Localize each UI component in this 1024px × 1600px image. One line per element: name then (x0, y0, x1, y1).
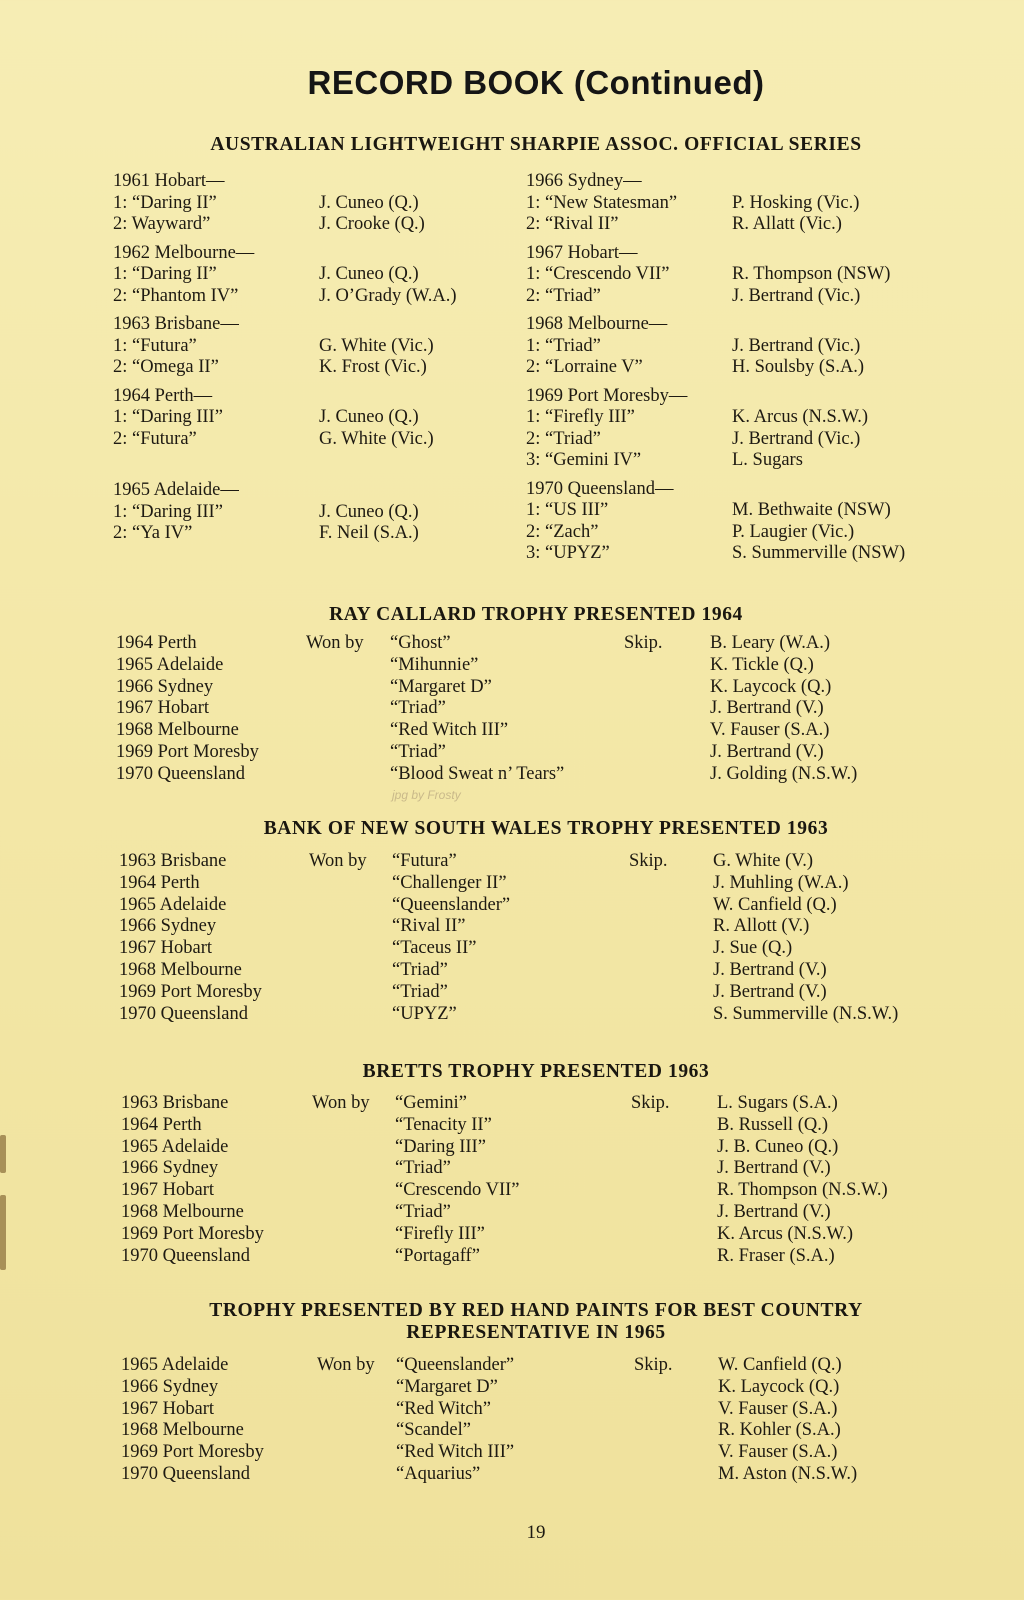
trophy-yacht: “Aquarius” (396, 1463, 481, 1484)
trophy-yacht: “Portagaff” (395, 1245, 480, 1266)
trophy-venue: 1966 Sydney (119, 916, 217, 937)
series-place-yacht: 1: “Firefly III” (526, 407, 635, 427)
series-place-skipper: J. Bertrand (Vic.) (732, 428, 861, 449)
series-event-title: 1961 Hobart— (113, 171, 225, 191)
trophy-venue: 1966 Sydney (121, 1158, 219, 1179)
trophy-skipper: J. Bertrand (V.) (713, 959, 827, 980)
trophy-venue: 1965 Adelaide (116, 654, 224, 675)
series-place-yacht: 2: “Lorraine V” (526, 357, 643, 377)
skip-label: Skip. (634, 1355, 673, 1375)
trophy-venue: 1970 Queensland (121, 1463, 250, 1484)
series-event-title: 1962 Melbourne— (113, 242, 255, 263)
trophy-yacht: “Triad” (392, 959, 448, 980)
trophy-venue: 1970 Queensland (119, 1003, 248, 1024)
page-number: 19 (526, 1522, 546, 1543)
won-by-label: Won by (312, 1093, 370, 1113)
trophy-yacht: “Futura” (392, 851, 457, 871)
trophy-yacht: “Red Witch III” (396, 1442, 515, 1463)
won-by-label: Won by (309, 851, 367, 871)
trophy-yacht: “Queenslander” (396, 1355, 515, 1375)
series-place-yacht: 2: “Rival II” (526, 214, 619, 234)
trophy-skipper: J. Sue (Q.) (713, 938, 793, 959)
series-event-title: 1966 Sydney— (526, 171, 642, 191)
trophy-skipper: K. Laycock (Q.) (710, 676, 832, 697)
series-place-skipper: L. Sugars (732, 450, 803, 470)
page-title: RECORD BOOK (Continued) (307, 64, 765, 101)
series-place-yacht: 3: “UPYZ” (526, 543, 610, 563)
series-place-skipper: J. Cuneo (Q.) (319, 264, 419, 284)
series-place-yacht: 1: “Daring III” (113, 407, 223, 427)
series-place-yacht: 1: “New Statesman” (526, 192, 678, 213)
series-place-yacht: 2: “Zach” (526, 521, 599, 542)
trophy-yacht: “Mihunnie” (390, 654, 479, 675)
trophy-yacht: “Triad” (392, 981, 448, 1002)
trophy-skipper: V. Fauser (S.A.) (718, 1398, 838, 1419)
series-place-skipper: P. Hosking (Vic.) (732, 192, 860, 213)
trophy-yacht: “Queenslander” (392, 894, 511, 915)
page-edge-stain (0, 1195, 6, 1270)
red-hand-trophy-heading-line2: REPRESENTATIVE IN 1965 (406, 1322, 666, 1343)
series-event-title: 1970 Queensland— (526, 478, 674, 499)
trophy-yacht: “Taceus II” (392, 938, 477, 959)
trophy-yacht: “Triad” (390, 698, 446, 719)
ray-callard-trophy-heading: RAY CALLARD TROPHY PRESENTED 1964 (329, 604, 743, 625)
series-place-skipper: G. White (Vic.) (319, 428, 434, 449)
trophy-yacht: “Firefly III” (395, 1223, 485, 1244)
bank-nsw-trophy-heading: BANK OF NEW SOUTH WALES TROPHY PRESENTED 1963 (263, 818, 829, 839)
trophy-skipper: V. Fauser (S.A.) (710, 720, 830, 741)
series-place-skipper: F. Neil (S.A.) (319, 523, 419, 543)
series-place-skipper: J. O’Grady (W.A.) (319, 285, 457, 306)
trophy-venue: 1965 Adelaide (121, 1136, 229, 1157)
trophy-venue: 1967 Hobart (116, 698, 209, 719)
trophy-skipper: J. Muhling (W.A.) (713, 872, 849, 893)
series-place-yacht: 2: “Triad” (526, 428, 601, 449)
series-place-skipper: R. Thompson (NSW) (732, 264, 891, 284)
bretts-trophy-heading: BRETTS TROPHY PRESENTED 1963 (362, 1061, 710, 1082)
series-place-yacht: 2: “Phantom IV” (113, 285, 239, 306)
trophy-yacht: “Margaret D” (390, 676, 492, 697)
trophy-skipper: M. Aston (N.S.W.) (718, 1463, 858, 1484)
trophy-skipper: V. Fauser (S.A.) (718, 1442, 838, 1463)
series-place-skipper: G. White (Vic.) (319, 335, 434, 356)
trophy-yacht: “Triad” (390, 741, 446, 762)
series-place-skipper: K. Arcus (N.S.W.) (732, 407, 869, 427)
series-place-skipper: H. Soulsby (S.A.) (732, 357, 865, 377)
trophy-venue: 1966 Sydney (121, 1376, 219, 1397)
trophy-venue: 1968 Melbourne (116, 720, 239, 741)
trophy-venue: 1969 Port Moresby (119, 981, 262, 1002)
trophy-yacht: “Daring III” (395, 1136, 486, 1157)
trophy-yacht: “Triad” (395, 1201, 451, 1222)
series-place-yacht: 2: “Ya IV” (113, 523, 193, 543)
trophy-skipper: R. Thompson (N.S.W.) (717, 1180, 888, 1201)
skip-label: Skip. (629, 851, 668, 871)
series-event-title: 1969 Port Moresby— (526, 385, 688, 406)
trophy-venue: 1968 Melbourne (121, 1201, 244, 1222)
trophy-venue: 1964 Perth (116, 633, 197, 653)
trophy-skipper: B. Leary (W.A.) (710, 633, 831, 653)
trophy-venue: 1965 Adelaide (119, 894, 227, 915)
trophy-venue: 1964 Perth (119, 872, 200, 893)
trophy-skipper: K. Laycock (Q.) (718, 1376, 840, 1397)
trophy-skipper: G. White (V.) (713, 851, 814, 871)
won-by-label: Won by (317, 1355, 375, 1375)
trophy-skipper: J. Bertrand (V.) (710, 741, 824, 762)
trophy-yacht: “Blood Sweat n’ Tears” (390, 763, 565, 784)
trophy-yacht: “Triad” (395, 1158, 451, 1179)
trophy-venue: 1967 Hobart (121, 1398, 214, 1419)
series-place-skipper: J. Cuneo (Q.) (319, 407, 419, 427)
trophy-skipper: W. Canfield (Q.) (713, 894, 837, 915)
series-place-skipper: J. Cuneo (Q.) (319, 501, 419, 522)
trophy-venue: 1970 Queensland (116, 763, 245, 784)
series-place-yacht: 2: “Futura” (113, 428, 197, 449)
series-heading: AUSTRALIAN LIGHTWEIGHT SHARPIE ASSOC. OFFICIAL SERIES (210, 134, 862, 155)
series-place-skipper: J. Bertrand (Vic.) (732, 285, 861, 306)
series-place-skipper: S. Summerville (NSW) (732, 543, 906, 563)
trophy-yacht: “Ghost” (390, 633, 451, 653)
series-place-skipper: J. Crooke (Q.) (319, 214, 425, 234)
series-place-yacht: 1: “Crescendo VII” (526, 264, 670, 284)
trophy-skipper: K. Arcus (N.S.W.) (717, 1223, 854, 1244)
trophy-skipper: R. Kohler (S.A.) (718, 1420, 841, 1441)
series-event-title: 1965 Adelaide— (113, 480, 239, 500)
series-place-yacht: 3: “Gemini IV” (526, 450, 642, 470)
trophy-skipper: J. B. Cuneo (Q.) (717, 1136, 839, 1157)
trophy-skipper: J. Golding (N.S.W.) (710, 763, 858, 784)
trophy-skipper: L. Sugars (S.A.) (717, 1093, 838, 1113)
series-place-skipper: R. Allatt (Vic.) (732, 214, 842, 234)
trophy-venue: 1968 Melbourne (121, 1420, 244, 1441)
series-event-title: 1964 Perth— (113, 385, 213, 406)
series-place-yacht: 1: “Daring II” (113, 192, 217, 213)
trophy-venue: 1968 Melbourne (119, 959, 242, 980)
series-place-skipper: J. Cuneo (Q.) (319, 192, 419, 213)
trophy-venue: 1963 Brisbane (121, 1093, 229, 1113)
trophy-yacht: “Gemini” (395, 1093, 467, 1113)
series-place-skipper: P. Laugier (Vic.) (732, 521, 855, 542)
trophy-venue: 1963 Brisbane (119, 851, 227, 871)
page-edge-stain (0, 1135, 6, 1173)
trophy-venue: 1964 Perth (121, 1114, 202, 1135)
series-event-title: 1963 Brisbane— (113, 314, 239, 334)
trophy-yacht: “Red Witch” (396, 1398, 491, 1419)
skip-label: Skip. (631, 1093, 670, 1113)
series-place-skipper: J. Bertrand (Vic.) (732, 335, 861, 356)
trophy-venue: 1965 Adelaide (121, 1355, 229, 1375)
trophy-yacht: “Margaret D” (396, 1376, 498, 1397)
series-place-yacht: 1: “Triad” (526, 335, 601, 356)
trophy-venue: 1969 Port Moresby (121, 1223, 264, 1244)
series-place-skipper: M. Bethwaite (NSW) (732, 500, 891, 520)
trophy-venue: 1970 Queensland (121, 1245, 250, 1266)
trophy-skipper: W. Canfield (Q.) (718, 1355, 842, 1375)
series-place-yacht: 2: “Triad” (526, 285, 601, 306)
skip-label: Skip. (624, 633, 663, 653)
watermark: jpg by Frosty (392, 788, 461, 802)
trophy-venue: 1969 Port Moresby (121, 1442, 264, 1463)
trophy-skipper: K. Tickle (Q.) (710, 654, 814, 675)
series-place-yacht: 1: “US III” (526, 500, 609, 520)
series-place-yacht: 1: “Daring III” (113, 501, 223, 522)
trophy-skipper: J. Bertrand (V.) (717, 1201, 831, 1222)
trophy-skipper: J. Bertrand (V.) (710, 698, 824, 719)
trophy-yacht: “UPYZ” (392, 1003, 457, 1024)
series-place-yacht: 2: Wayward” (113, 214, 211, 234)
trophy-skipper: R. Allott (V.) (713, 916, 810, 937)
trophy-skipper: J. Bertrand (V.) (713, 981, 827, 1002)
trophy-yacht: “Red Witch III” (390, 720, 509, 741)
trophy-skipper: B. Russell (Q.) (717, 1114, 828, 1135)
series-place-yacht: 2: “Omega II” (113, 357, 219, 377)
trophy-venue: 1967 Hobart (121, 1180, 214, 1201)
series-place-skipper: K. Frost (Vic.) (319, 357, 427, 377)
trophy-skipper: J. Bertrand (V.) (717, 1158, 831, 1179)
trophy-venue: 1967 Hobart (119, 938, 212, 959)
trophy-venue: 1966 Sydney (116, 676, 214, 697)
series-place-yacht: 1: “Daring II” (113, 264, 217, 284)
trophy-skipper: S. Summerville (N.S.W.) (713, 1003, 899, 1024)
series-event-title: 1967 Hobart— (526, 242, 638, 263)
red-hand-trophy-heading: TROPHY PRESENTED BY RED HAND PAINTS FOR BEST COUNTRY (209, 1300, 863, 1321)
trophy-yacht: “Rival II” (392, 916, 466, 937)
trophy-yacht: “Tenacity II” (395, 1114, 492, 1135)
trophy-yacht: “Scandel” (396, 1420, 471, 1441)
series-place-yacht: 1: “Futura” (113, 335, 197, 356)
won-by-label: Won by (306, 633, 364, 653)
trophy-yacht: “Challenger II” (392, 872, 507, 893)
series-event-title: 1968 Melbourne— (526, 314, 668, 334)
trophy-skipper: R. Fraser (S.A.) (717, 1245, 835, 1266)
trophy-yacht: “Crescendo VII” (395, 1180, 520, 1201)
trophy-venue: 1969 Port Moresby (116, 741, 259, 762)
